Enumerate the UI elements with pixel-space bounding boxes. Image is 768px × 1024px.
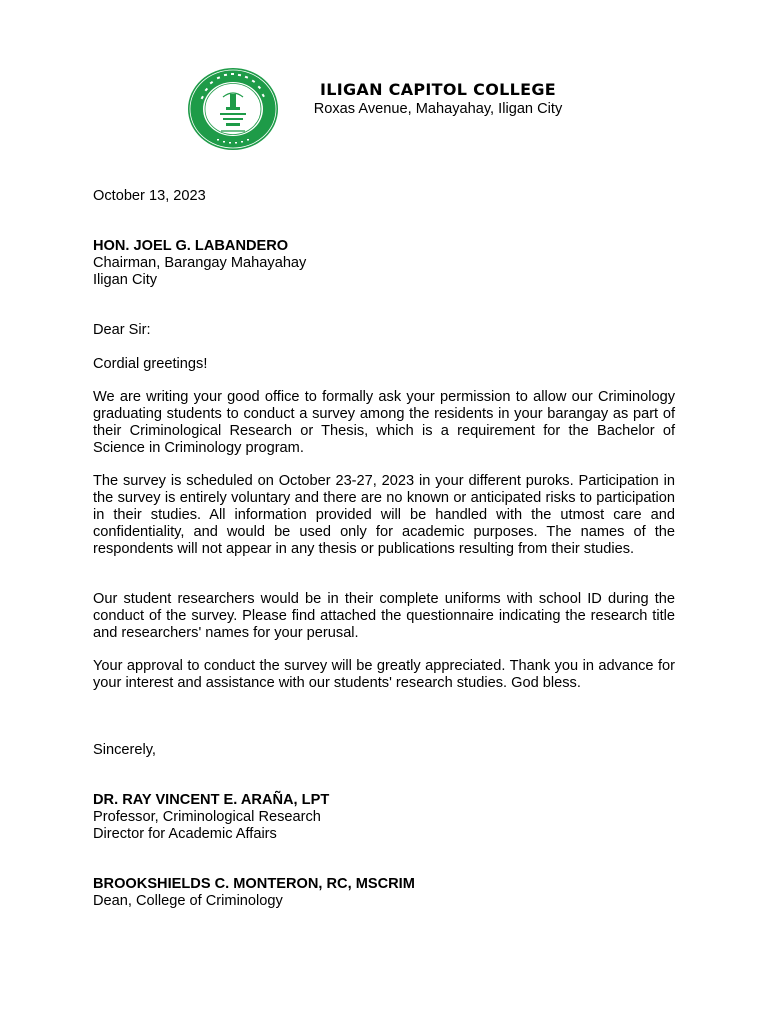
body-paragraph-4: Your approval to conduct the survey will be greatly appreciated. Thank you in advance for your interest and assistance with our students' research studies. God bless. bbox=[93, 658, 675, 691]
recipient-title: Chairman, Barangay Mahayahay bbox=[93, 255, 307, 271]
signatory-name: BROOKSHIELDS C. MONTERON, RC, MSCRIM bbox=[93, 876, 415, 892]
college-name: ILIGAN CAPITOL COLLEGE bbox=[320, 80, 556, 99]
signatory-name: DR. RAY VINCENT E. ARAÑA, LPT bbox=[93, 792, 330, 808]
signatory-title: Director for Academic Affairs bbox=[93, 826, 277, 842]
signatory-2 bbox=[93, 876, 675, 910]
salutation: Dear Sir: bbox=[93, 322, 151, 338]
letterhead bbox=[298, 80, 578, 118]
signatory-title: Dean, College of Criminology bbox=[93, 893, 283, 909]
college-address: Roxas Avenue, Mahayahay, Iligan City bbox=[313, 101, 563, 117]
recipient-name: HON. JOEL G. LABANDERO bbox=[93, 238, 289, 254]
signatory-title: Professor, Criminological Research bbox=[93, 809, 321, 825]
signatory-1 bbox=[93, 792, 675, 843]
body-paragraph-2: The survey is scheduled on October 23-27, 2023 in your different puroks. Participation in the survey is entirely voluntary and there are no known or anticipated risks to participation in their studies. All information provided will be handled with the utmost care and confidentiality, and would be used only for academic purposes. The names of the respondents will not appear in any thesis or publications resulting from their studies. bbox=[93, 473, 675, 557]
recipient-city: Iligan City bbox=[93, 272, 158, 288]
greeting: Cordial greetings! bbox=[93, 356, 208, 372]
closing: Sincerely, bbox=[93, 742, 156, 758]
college-seal-logo bbox=[187, 67, 279, 151]
recipient-block bbox=[93, 238, 675, 289]
body-paragraph-3: Our student researchers would be in their complete uniforms with school ID during the conduct of the survey. Please find attached the questionnaire indicating the research title and researchers' names for your perusal. bbox=[93, 591, 675, 641]
body-paragraph-1: We are writing your good office to formally ask your permission to allow our Criminology graduating students to conduct a survey among the residents in your barangay as part of their Criminological Research or Thesis, which is a requirement for the Bachelor of Science in Criminology program. bbox=[93, 389, 675, 456]
letter-date: October 13, 2023 bbox=[93, 188, 206, 204]
